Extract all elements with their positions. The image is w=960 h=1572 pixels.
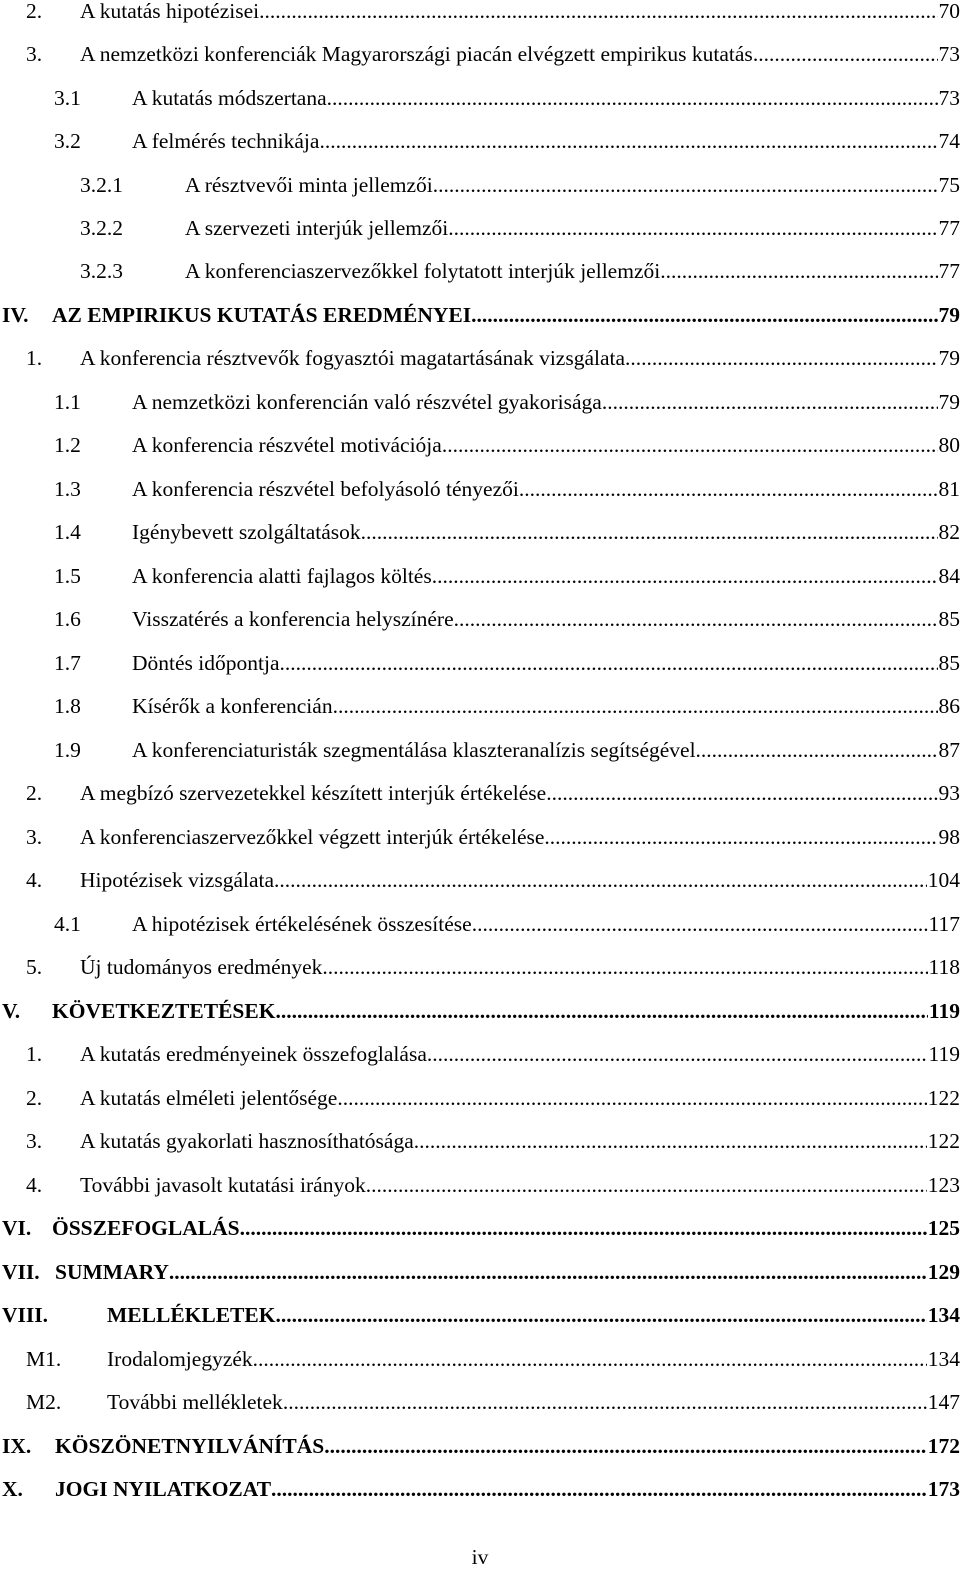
entry-page: 134 xyxy=(927,1295,960,1335)
toc-entry[interactable] xyxy=(0,1208,960,1248)
entry-number: 1.7 xyxy=(54,643,81,683)
entry-title: A hipotézisek értékelésének összesítése xyxy=(132,904,472,944)
toc-entry[interactable] xyxy=(0,686,960,726)
entry-page: 84 xyxy=(938,556,960,596)
entry-title: Irodalomjegyzék xyxy=(107,1339,253,1379)
entry-line xyxy=(80,34,960,74)
entry-number: M2. xyxy=(26,1382,61,1422)
entry-line xyxy=(55,1469,960,1509)
entry-number: 1.9 xyxy=(54,730,81,770)
toc-entry[interactable] xyxy=(0,0,960,31)
entry-title: A felmérés technikája xyxy=(132,121,319,161)
dot-leader xyxy=(753,34,938,74)
entry-number: 3. xyxy=(26,34,42,74)
entry-line xyxy=(132,469,960,509)
entry-title: A konferenciaszervezőkkel folytatott interjúk jellemzői xyxy=(185,251,660,291)
entry-line xyxy=(80,947,960,987)
entry-title: A kutatás módszertana xyxy=(132,78,327,118)
entry-line xyxy=(132,121,960,161)
entry-number: 2. xyxy=(26,1078,42,1118)
entry-title: A konferenciaszervezőkkel végzett interjúk értékelése xyxy=(80,817,544,857)
entry-title: A konferenciaturisták szegmentálása klaszteranalízis segítségével xyxy=(132,730,696,770)
entry-number: VIII. xyxy=(2,1295,48,1335)
toc-entry[interactable] xyxy=(0,425,960,465)
entry-title: Döntés időpontja xyxy=(132,643,280,683)
entry-line xyxy=(80,1078,960,1118)
entry-line xyxy=(132,643,960,683)
entry-title: A nemzetközi konferenciák Magyarországi piacán elvégzett empirikus kutatás xyxy=(80,34,753,74)
entry-page: 119 xyxy=(928,991,960,1031)
dot-leader xyxy=(274,860,927,900)
entry-title: A kutatás eredményeinek összefoglalása xyxy=(80,1034,427,1074)
toc-entry[interactable] xyxy=(0,78,960,118)
toc-entry[interactable] xyxy=(0,643,960,683)
toc-entry[interactable] xyxy=(0,1034,960,1074)
entry-page: 104 xyxy=(927,860,960,900)
entry-page: 79 xyxy=(938,295,960,335)
entry-title: SUMMARY xyxy=(55,1252,169,1292)
entry-page: 85 xyxy=(938,643,960,683)
entry-page: 73 xyxy=(938,78,960,118)
entry-number: 1.8 xyxy=(54,686,81,726)
entry-number: 1.6 xyxy=(54,599,81,639)
entry-number: 3.2.3 xyxy=(80,251,123,291)
entry-line xyxy=(107,1295,960,1335)
entry-line xyxy=(132,382,960,422)
toc-entry[interactable] xyxy=(0,860,960,900)
entry-page: 81 xyxy=(938,469,960,509)
entry-number: 1.1 xyxy=(54,382,81,422)
dot-leader xyxy=(427,1034,928,1074)
entry-number: 4. xyxy=(26,1165,42,1205)
entry-title: A konferencia részvétel motivációja xyxy=(132,425,442,465)
entry-number: 1.4 xyxy=(54,512,81,552)
entry-number: 3.2 xyxy=(54,121,81,161)
entry-number: 3.1 xyxy=(54,78,81,118)
toc-entry[interactable] xyxy=(0,1469,960,1509)
entry-title: A kutatás hipotézisei xyxy=(80,0,259,31)
entry-page: 79 xyxy=(938,382,960,422)
entry-line xyxy=(80,1034,960,1074)
toc-entry[interactable] xyxy=(0,1295,960,1335)
entry-page: 70 xyxy=(938,0,960,31)
entry-title: A konferencia résztvevők fogyasztói magatartásának vizsgálata xyxy=(80,338,625,378)
entry-page: 86 xyxy=(938,686,960,726)
toc-entry[interactable] xyxy=(0,947,960,987)
entry-title: Új tudományos eredmények xyxy=(80,947,322,987)
dot-leader xyxy=(283,1382,927,1422)
entry-page: 123 xyxy=(927,1165,960,1205)
entry-line xyxy=(107,1339,960,1379)
entry-page: 77 xyxy=(938,208,960,248)
dot-leader xyxy=(414,1121,927,1161)
dot-leader xyxy=(625,338,937,378)
entry-line xyxy=(80,860,960,900)
entry-number: 4.1 xyxy=(54,904,81,944)
dot-leader xyxy=(519,469,938,509)
entry-title: KÖSZÖNETNYILVÁNÍTÁS xyxy=(55,1426,324,1466)
entry-title: AZ EMPIRIKUS KUTATÁS EREDMÉNYEI xyxy=(52,295,471,335)
dot-leader xyxy=(271,1469,927,1509)
entry-line xyxy=(107,1382,960,1422)
entry-number: 2. xyxy=(26,0,42,31)
toc-entry[interactable] xyxy=(0,991,960,1031)
entry-page: 125 xyxy=(927,1208,960,1248)
toc-entry[interactable] xyxy=(0,817,960,857)
dot-leader xyxy=(361,512,938,552)
entry-number: IV. xyxy=(2,295,29,335)
toc-entry[interactable] xyxy=(0,599,960,639)
entry-line xyxy=(52,991,960,1031)
dot-leader xyxy=(660,251,937,291)
entry-number: 3. xyxy=(26,1121,42,1161)
dot-leader xyxy=(433,165,938,205)
entry-line xyxy=(80,0,960,31)
entry-line xyxy=(55,1252,960,1292)
entry-page: 129 xyxy=(927,1252,960,1292)
entry-line xyxy=(132,599,960,639)
toc-entry[interactable] xyxy=(0,338,960,378)
entry-page: 73 xyxy=(938,34,960,74)
entry-page: 79 xyxy=(938,338,960,378)
dot-leader xyxy=(253,1339,927,1379)
dot-leader xyxy=(169,1252,927,1292)
entry-page: 98 xyxy=(938,817,960,857)
toc-entry[interactable] xyxy=(0,1426,960,1466)
entry-title: Visszatérés a konferencia helyszínére xyxy=(132,599,454,639)
entry-number: 1. xyxy=(26,338,42,378)
entry-page: 118 xyxy=(928,947,960,987)
entry-page: 77 xyxy=(938,251,960,291)
entry-title: A nemzetközi konferencián való részvétel gyakorisága xyxy=(132,382,602,422)
toc-entry[interactable] xyxy=(0,251,960,291)
entry-number: IX. xyxy=(2,1426,31,1466)
entry-page: 93 xyxy=(938,773,960,813)
toc-entry[interactable] xyxy=(0,121,960,161)
entry-line xyxy=(80,1165,960,1205)
page-number: iv xyxy=(0,1542,960,1572)
entry-title: A konferencia részvétel befolyásoló tényezői xyxy=(132,469,519,509)
dot-leader xyxy=(322,947,927,987)
entry-line xyxy=(132,730,960,770)
entry-line xyxy=(132,686,960,726)
entry-line xyxy=(55,1426,960,1466)
toc-entry[interactable] xyxy=(0,556,960,596)
entry-line xyxy=(132,512,960,552)
entry-title: A szervezeti interjúk jellemzői xyxy=(185,208,448,248)
dot-leader xyxy=(454,599,938,639)
dot-leader xyxy=(275,991,927,1031)
entry-line xyxy=(80,817,960,857)
dot-leader xyxy=(324,1426,927,1466)
entry-title: Hipotézisek vizsgálata xyxy=(80,860,274,900)
entry-title: A megbízó szervezetekkel készített interjúk értékelése xyxy=(80,773,546,813)
entry-number: 1. xyxy=(26,1034,42,1074)
entry-page: 85 xyxy=(938,599,960,639)
entry-line xyxy=(185,208,960,248)
entry-title: MELLÉKLETEK xyxy=(107,1295,275,1335)
dot-leader xyxy=(319,121,937,161)
entry-title: További mellékletek xyxy=(107,1382,283,1422)
entry-number: V. xyxy=(2,991,20,1031)
entry-number: 3. xyxy=(26,817,42,857)
toc-entry[interactable] xyxy=(0,34,960,74)
dot-leader xyxy=(472,904,928,944)
dot-leader xyxy=(333,686,938,726)
dot-leader xyxy=(327,78,938,118)
entry-page: 74 xyxy=(938,121,960,161)
entry-page: 75 xyxy=(938,165,960,205)
toc-entry[interactable] xyxy=(0,382,960,422)
dot-leader xyxy=(337,1078,926,1118)
entry-page: 134 xyxy=(927,1339,960,1379)
entry-number: 1.3 xyxy=(54,469,81,509)
entry-page: 82 xyxy=(938,512,960,552)
toc-entry[interactable] xyxy=(0,165,960,205)
entry-title: A résztvevői minta jellemzői xyxy=(185,165,433,205)
entry-line xyxy=(132,78,960,118)
toc-entry[interactable] xyxy=(0,1339,960,1379)
entry-number: VI. xyxy=(2,1208,31,1248)
entry-number: M1. xyxy=(26,1339,61,1379)
dot-leader xyxy=(602,382,938,422)
entry-page: 117 xyxy=(928,904,960,944)
dot-leader xyxy=(259,0,937,31)
dot-leader xyxy=(240,1208,927,1248)
entry-line xyxy=(185,251,960,291)
dot-leader xyxy=(696,730,938,770)
dot-leader xyxy=(280,643,938,683)
entry-number: X. xyxy=(2,1469,23,1509)
dot-leader xyxy=(544,817,937,857)
dot-leader xyxy=(432,556,938,596)
entry-title: Kísérők a konferencián xyxy=(132,686,333,726)
toc-entry[interactable] xyxy=(0,1165,960,1205)
entry-number: 5. xyxy=(26,947,42,987)
toc-entry[interactable] xyxy=(0,904,960,944)
entry-number: 2. xyxy=(26,773,42,813)
toc-entry[interactable] xyxy=(0,1252,960,1292)
dot-leader xyxy=(546,773,937,813)
entry-number: 3.2.1 xyxy=(80,165,123,205)
entry-title: A konferencia alatti fajlagos költés xyxy=(132,556,432,596)
entry-line xyxy=(80,1121,960,1161)
entry-title: A kutatás elméleti jelentősége xyxy=(80,1078,337,1118)
entry-title: KÖVETKEZTETÉSEK xyxy=(52,991,275,1031)
entry-title: További javasolt kutatási irányok xyxy=(80,1165,366,1205)
entry-number: 1.5 xyxy=(54,556,81,596)
entry-page: 87 xyxy=(938,730,960,770)
entry-line xyxy=(185,165,960,205)
toc-entry[interactable] xyxy=(0,773,960,813)
entry-title: ÖSSZEFOGLALÁS xyxy=(52,1208,240,1248)
entry-page: 147 xyxy=(927,1382,960,1422)
entry-line xyxy=(52,295,960,335)
toc-entry[interactable] xyxy=(0,1121,960,1161)
entry-page: 80 xyxy=(938,425,960,465)
dot-leader xyxy=(366,1165,927,1205)
entry-line xyxy=(80,773,960,813)
entry-page: 119 xyxy=(928,1034,960,1074)
entry-number: 3.2.2 xyxy=(80,208,123,248)
dot-leader xyxy=(275,1295,926,1335)
dot-leader xyxy=(448,208,937,248)
entry-page: 173 xyxy=(927,1469,960,1509)
entry-page: 172 xyxy=(927,1426,960,1466)
entry-number: VII. xyxy=(2,1252,40,1292)
entry-title: Igénybevett szolgáltatások xyxy=(132,512,361,552)
toc-entry[interactable] xyxy=(0,208,960,248)
entry-line xyxy=(132,904,960,944)
toc-entry[interactable] xyxy=(0,469,960,509)
entry-page: 122 xyxy=(927,1078,960,1118)
entry-line xyxy=(132,556,960,596)
toc-entry[interactable] xyxy=(0,1078,960,1118)
toc-entry[interactable] xyxy=(0,512,960,552)
entry-line xyxy=(132,425,960,465)
entry-number: 1.2 xyxy=(54,425,81,465)
entry-page: 122 xyxy=(927,1121,960,1161)
toc-entry[interactable] xyxy=(0,1382,960,1422)
toc-entry[interactable] xyxy=(0,730,960,770)
entry-line xyxy=(80,338,960,378)
entry-title: JOGI NYILATKOZAT xyxy=(55,1469,271,1509)
dot-leader xyxy=(471,295,937,335)
entry-title: A kutatás gyakorlati hasznosíthatósága xyxy=(80,1121,414,1161)
dot-leader xyxy=(442,425,938,465)
entry-line xyxy=(52,1208,960,1248)
toc-entry[interactable] xyxy=(0,295,960,335)
entry-number: 4. xyxy=(26,860,42,900)
